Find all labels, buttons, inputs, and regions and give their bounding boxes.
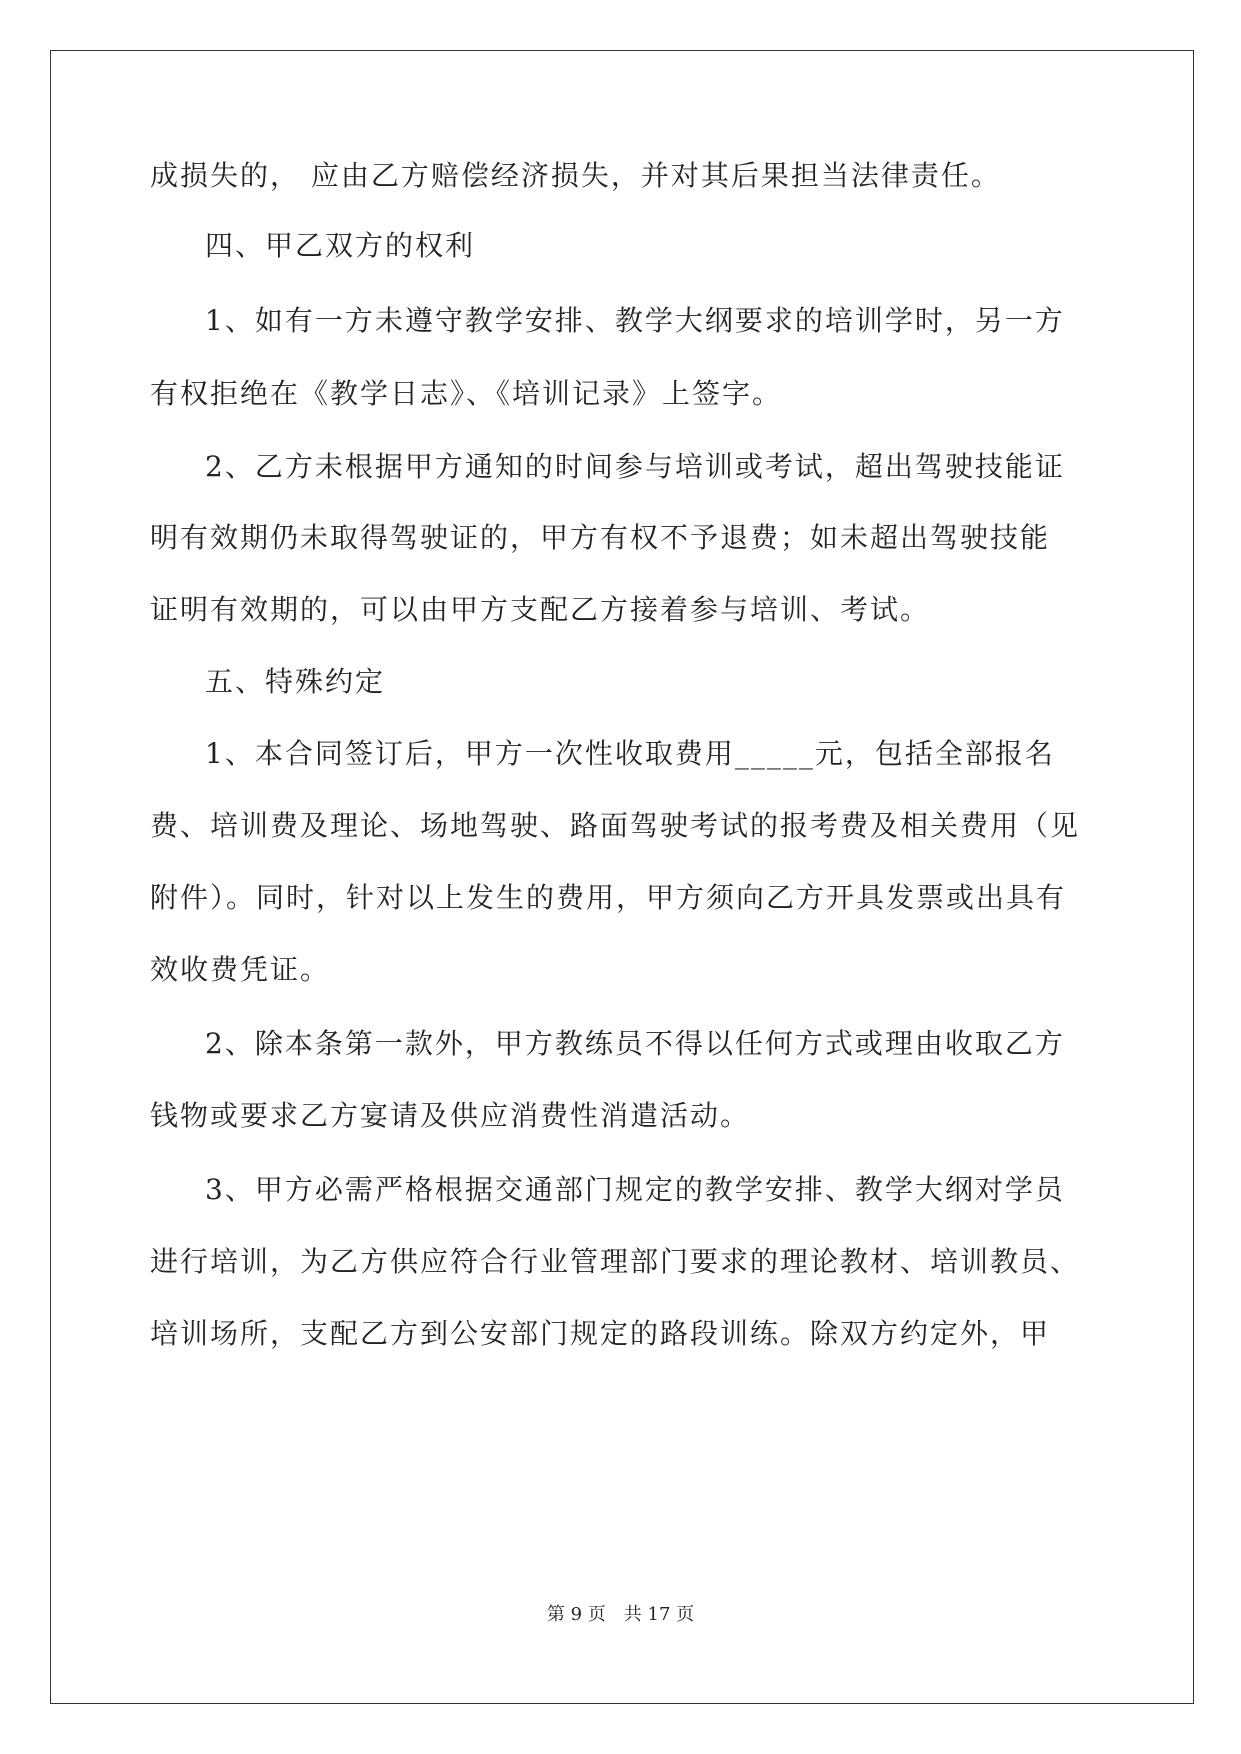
paragraph-line: 效收费凭证。 [150,953,331,986]
paragraph-line: 钱物或要求乙方宴请及供应消费性消遣活动。 [150,1099,751,1132]
paragraph-line: 成损失的， 应由乙方赔偿经济损失，并对其后果担当法律责任。 [150,159,1001,192]
paragraph-line: 2、除本条第一款外，甲方教练员不得以任何方式或理由收取乙方 [205,1027,1065,1060]
paragraph-line: 有权拒绝在《教学日志》、《培训记录》上签字。 [150,377,783,410]
paragraph-line: 明有效期仍未取得驾驶证的，甲方有权不予退费；如未超出驾驶技能 [150,521,1051,554]
paragraph-line: 进行培训，为乙方供应符合行业管理部门要求的理论教材、培训教员、 [150,1245,1081,1278]
paragraph-line: 2、乙方未根据甲方通知的时间参与培训或考试，超出驾驶技能证 [205,450,1065,483]
page-number: 第 9 页 共 17 页 [546,1604,695,1625]
paragraph-line: 费、培训费及理论、场地驾驶、路面驾驶考试的报考费及相关费用（见 [150,809,1081,842]
paragraph-line: 1、如有一方未遵守教学安排、教学大纲要求的培训学时，另一方 [205,304,1065,337]
paragraph-line: 1、本合同签订后，甲方一次性收取费用_____元，包括全部报名 [205,737,1055,770]
paragraph-line: 证明有效期的，可以由甲方支配乙方接着参与培训、考试。 [150,593,931,626]
page-border [50,50,1194,1704]
paragraph-line: 培训场所，支配乙方到公安部门规定的路段训练。除双方约定外，甲 [150,1317,1051,1350]
section-heading: 五、特殊约定 [205,665,386,698]
paragraph-line: 附件）。同时，针对以上发生的费用，甲方须向乙方开具发票或出具有 [150,881,1067,914]
section-heading: 四、甲乙双方的权利 [205,229,476,262]
paragraph-line: 3、甲方必需严格根据交通部门规定的教学安排、教学大纲对学员 [205,1173,1065,1206]
